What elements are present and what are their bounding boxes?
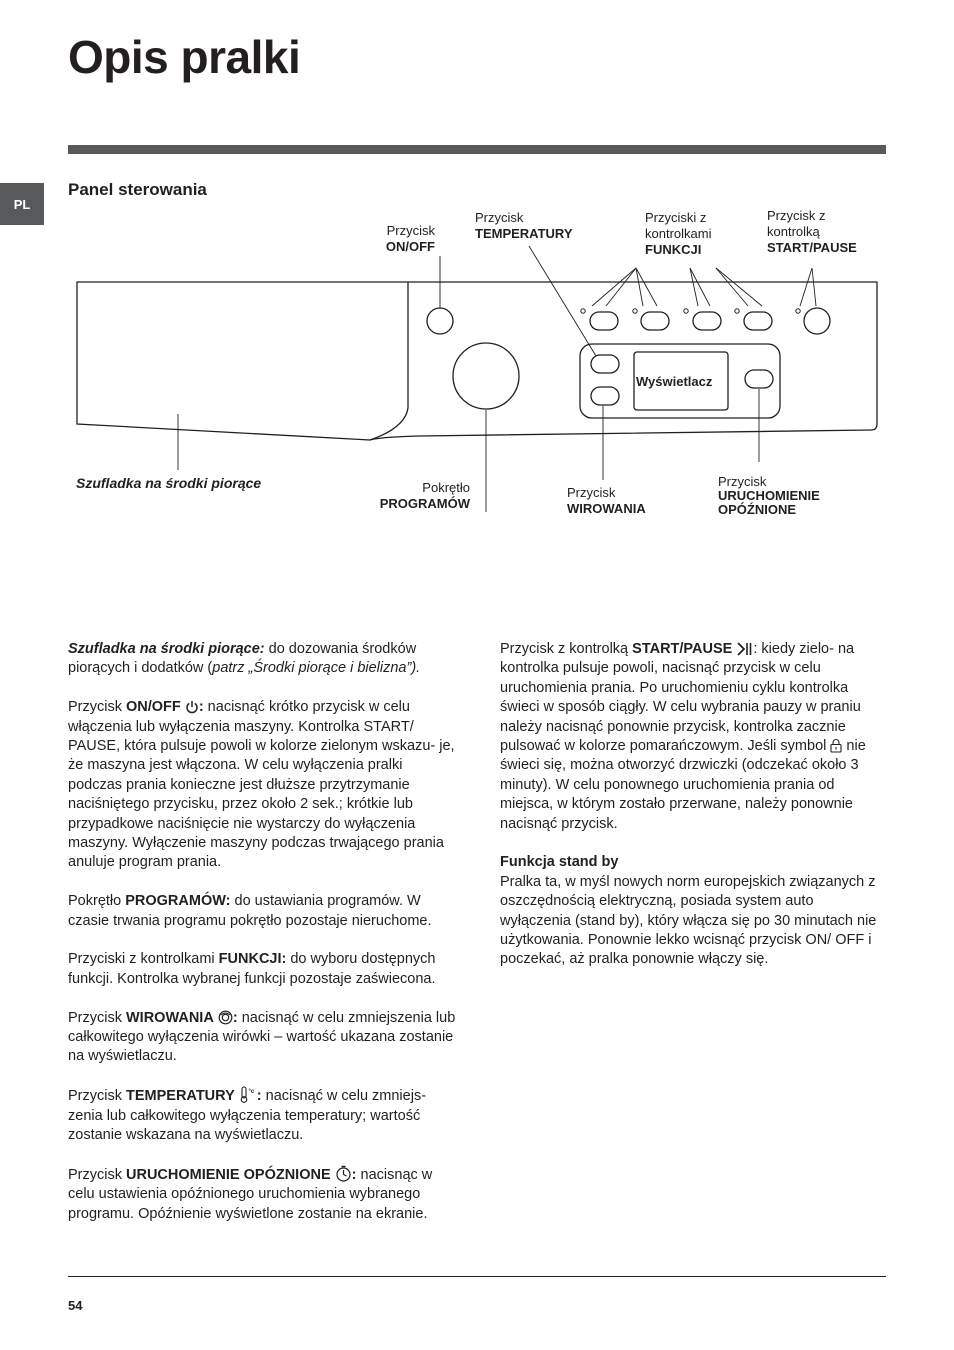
- page-number: 54: [68, 1298, 83, 1313]
- function-led-3: [684, 309, 688, 313]
- function-button-2: [641, 312, 669, 330]
- delay-description: Przycisk URUCHOMIENIE OPÓZNIONE : nacisnąc w celu ustawienia opóźnionego uruchomienia wybranego programu. Opóźnienie wyświetlone zostanie na ekranie.: [68, 1166, 433, 1222]
- delay-timer-icon: [335, 1165, 352, 1182]
- function-led-1: [581, 309, 585, 313]
- thermometer-icon: [239, 1086, 257, 1103]
- label-program-knob: Pokrętło PROGRAMÓW: [379, 480, 470, 511]
- display-label: Wyświetlacz: [636, 374, 713, 389]
- spin-button: [591, 355, 619, 373]
- spin-icon: [218, 1010, 233, 1025]
- function-button-1: [590, 312, 618, 330]
- delay-button: [745, 370, 773, 388]
- drawer-description: Szufladka na środki piorące: do dozowania środków piorących i dodatków (patrz „Środki piorące i bielizna”).: [68, 641, 421, 677]
- label-spin: Przycisk WIROWANIA: [567, 485, 646, 516]
- label-functions: Przyciski z kontrolkami FUNKCJI: [645, 210, 712, 257]
- drawer-edge: [370, 282, 408, 440]
- function-led-2: [633, 309, 637, 313]
- leader-lines: [178, 246, 816, 512]
- function-led-4: [735, 309, 739, 313]
- start-pause-description: Przycisk z kontrolką START/PAUSE : kiedy zielo- na kontrolka pulsuje powoli, nacisnąć przycisk w celu uruchomienia prania. Po uruchomieniu cyklu kontrolka świeci w sposób ciągły. W celu wybrania pauzy w praniu należy nacisnąć ponownie przycisk, kontrolka zacznie pulsować w kolorze pomarańczowym. Jeśli symbol nie świeci się, można otworzyć drzwiczki (odczekać około 3 minuty). W celu ponownego uruchomienia prania od miejsca, w którym zostało przerwane, należy ponownie nacisnąć przycisk.: [500, 641, 866, 832]
- title-rule: [68, 145, 886, 154]
- standby-description: Funkcja stand by Pralka ta, w myśl nowych norm europejskich związanych z oszczędnością elektryczną, posiada system auto wyłączenia (stand by), który włącza się po 30 minutach nie użytkowania. Ponownie lekko wcisnąć przycisk ON/ OFF i poczekać, aż pralka ponownie włączy się.: [500, 854, 877, 968]
- page-title: Opis pralki: [68, 31, 301, 83]
- temperature-description: Przycisk TEMPERATURY °c : nacisnąć w celu zmniejs- zenia lub całkowitego wyłączenia temperatury; wartość zostanie wskazana na wyświetlaczu.: [68, 1088, 427, 1144]
- start-pause-led: [796, 309, 800, 313]
- section-title: Panel sterowania: [68, 180, 207, 199]
- footer-rule: [68, 1276, 886, 1277]
- onoff-description: Przycisk ON/OFF : nacisnąć krótko przycisk w celu włączenia lub wyłączenia maszyny. Kontrolka START/ PAUSE, która pulsuje powoli w kolorze zielonym wskazu- je, że maszyna jest włączona. W celu wyłączenia pralki podczas prania konieczne jest dłuższe przytrzymanie naciśniętego przycisku, przez około 2 sek.; krótkie lub przypadkowe naciśnięcie nie wystarczy do wyłączenia maszyny. Wyłączenie maszyny podczas trwającego prania anuluje program prania.: [68, 699, 455, 871]
- onoff-button: [427, 308, 453, 334]
- drawer-label: Szufladka na środki piorące: [76, 475, 262, 491]
- label-start-pause: Przycisk z kontrolką START/PAUSE: [767, 208, 857, 255]
- left-text-column: [68, 640, 456, 1243]
- label-delay: Przycisk URUCHOMIENIE OPÓŹNIONE: [718, 474, 820, 517]
- function-button-4: [744, 312, 772, 330]
- panel-outline: [77, 282, 877, 440]
- svg-text:°c: °c: [248, 1089, 255, 1096]
- functions-description: Przyciski z kontrolkami FUNKCJI: do wyboru dostępnych funkcji. Kontrolka wybranej funkcji pozostaje zaświecona.: [68, 951, 436, 987]
- standby-title: Funkcja stand by: [500, 854, 619, 871]
- start-pause-button: [804, 308, 830, 334]
- power-icon: [185, 700, 199, 714]
- temperature-button: [591, 387, 619, 405]
- lock-icon: [830, 738, 842, 753]
- function-button-3: [693, 312, 721, 330]
- program-knob: [453, 343, 519, 409]
- right-text-column: [500, 640, 888, 989]
- start-pause-icon: [736, 642, 753, 656]
- language-tab: PL: [0, 183, 44, 225]
- spin-description: Przycisk WIROWANIA : nacisnąć w celu zmniejszenia lub całkowitego wyłączenia wirówki – wartość ukazana zostanie na wyświetlaczu.: [68, 1009, 456, 1065]
- label-temperature: Przycisk TEMPERATURY: [475, 210, 573, 241]
- label-onoff: Przycisk ON/OFF: [385, 223, 435, 254]
- programs-description: Pokrętło PROGRAMÓW: do ustawiania programów. W czasie trwania programu pokrętło pozostaje nieruchome.: [68, 893, 432, 929]
